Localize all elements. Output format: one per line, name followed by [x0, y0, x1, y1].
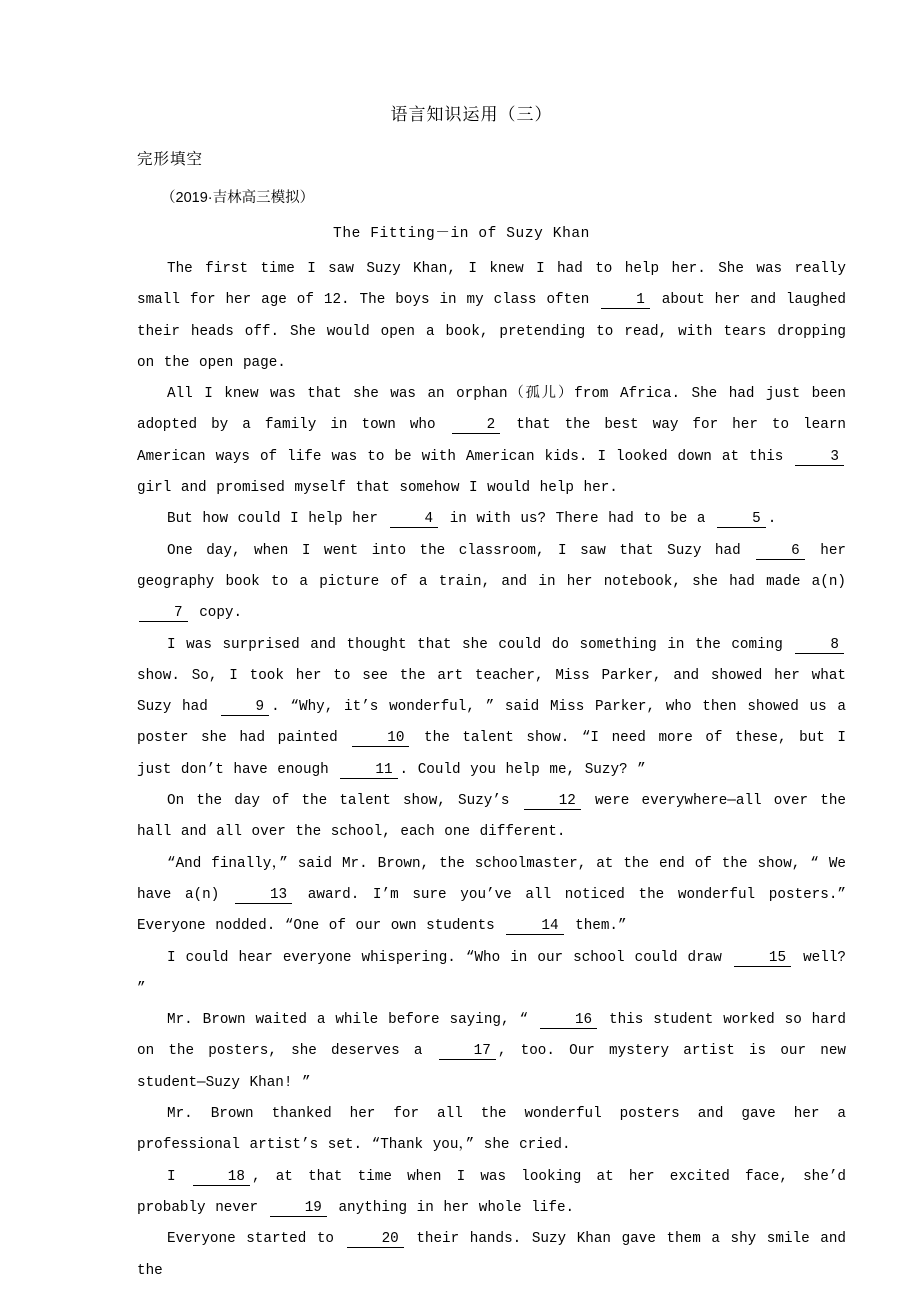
passage-paragraph: [137, 504, 846, 535]
passage-text: her geography book to a picture of a train, and in her notebook, she had made a(n): [137, 542, 846, 590]
passage-text: the talent show. “I need more of these, but I just don’t have enough: [137, 730, 846, 778]
answer-blank-1[interactable]: 1: [601, 292, 650, 309]
section-heading: 完形填空: [137, 151, 204, 168]
passage-text: that the best way for her to learn American ways of life was to be with American kids. I looked down at this: [137, 417, 846, 465]
page-title: 语言知识运用（三）: [390, 105, 553, 124]
passage-text: I could hear everyone whispering. “Who in our school could draw: [167, 949, 732, 966]
answer-blank-12[interactable]: 12: [524, 793, 581, 810]
passage-paragraph: [137, 849, 846, 943]
passage-text: well? ”: [137, 949, 846, 997]
passage-paragraph: [137, 630, 846, 786]
passage-text: All I knew was that she was an orphan（孤儿）from Africa. She had just been adopted by a family in town who: [137, 386, 846, 434]
passage-title: The Fitting－in of Suzy Khan: [333, 226, 590, 242]
passage-text: The first time I saw Suzy Khan, I knew I had to help her. She was really small for her age of 12. The boys in my class often: [137, 261, 846, 309]
answer-blank-3[interactable]: 3: [795, 449, 844, 466]
answer-blank-8[interactable]: 8: [795, 637, 844, 654]
passage-text: I: [167, 1168, 191, 1185]
passage-text: this student worked so hard on the posters, she deserves a: [137, 1012, 846, 1060]
answer-blank-13[interactable]: 13: [235, 887, 292, 904]
passage-paragraph: [137, 786, 846, 849]
passage-text: about her and laughed their heads off. She would open a book, pretending to read, with tears dropping on the open page.: [137, 292, 846, 371]
passage-paragraph: [137, 536, 846, 630]
answer-blank-2[interactable]: 2: [452, 417, 501, 434]
answer-blank-14[interactable]: 14: [506, 918, 563, 935]
passage-text: .: [767, 511, 777, 528]
passage-text: On the day of the talent show, Suzy’s: [167, 793, 522, 810]
passage-text: . “Why, it’s wonderful, ” said Miss Parker, who then showed us a poster she had painted: [137, 699, 846, 747]
exam-source: （2019·吉林高三模拟）: [161, 190, 315, 206]
passage-text: I was surprised and thought that she could do something in the coming: [167, 636, 794, 653]
passage-paragraph: [137, 254, 846, 379]
answer-blank-7[interactable]: 7: [139, 605, 188, 622]
answer-blank-10[interactable]: 10: [352, 730, 409, 747]
answer-blank-15[interactable]: 15: [734, 950, 791, 967]
passage-text: , at that time when I was looking at her excited face, she’d probably never: [137, 1168, 846, 1216]
answer-blank-19[interactable]: 19: [270, 1200, 327, 1217]
passage-text: in with us? There had to be a: [440, 511, 716, 528]
answer-blank-4[interactable]: 4: [390, 511, 439, 528]
answer-blank-9[interactable]: 9: [221, 699, 270, 716]
passage-text: their hands. Suzy Khan gave them a shy smile and the: [137, 1231, 846, 1279]
passage-paragraph: [137, 1162, 846, 1225]
passage-text: girl and promised myself that somehow I would help her.: [137, 480, 618, 497]
answer-blank-11[interactable]: 11: [340, 762, 397, 779]
answer-blank-16[interactable]: 16: [540, 1012, 597, 1029]
answer-blank-20[interactable]: 20: [347, 1231, 404, 1248]
answer-blank-6[interactable]: 6: [756, 543, 805, 560]
passage-paragraph: [137, 1224, 846, 1287]
answer-blank-17[interactable]: 17: [439, 1043, 496, 1060]
passage-paragraph: [137, 379, 846, 504]
passage-text: Everyone started to: [167, 1231, 345, 1248]
passage-text: “And finally，” said Mr. Brown, the schoolmaster, at the end of the show, “ We have a(n): [137, 855, 846, 903]
passage-text: were everywhere—all over the hall and all over the school, each one different.: [137, 793, 846, 841]
passage-paragraph: [137, 1099, 846, 1162]
passage-paragraph: [137, 943, 846, 1006]
passage-text: Mr. Brown thanked her for all the wonderful posters and gave her a professional artist’s set. “Thank you，” she cried.: [137, 1106, 846, 1154]
answer-blank-18[interactable]: 18: [193, 1169, 250, 1186]
passage-text: show. So, I took her to see the art teacher, Miss Parker, and showed her what Suzy had: [137, 667, 846, 716]
passage-text: copy.: [189, 605, 243, 622]
passage-text: anything in her whole life.: [328, 1199, 575, 1216]
answer-blank-5[interactable]: 5: [717, 511, 766, 528]
passage-text: award. I’m sure you’ve all noticed the wonderful posters.” Everyone nodded. “One of our own students: [137, 886, 846, 935]
passage-text: But how could I help her: [167, 511, 388, 528]
passage-paragraph: [137, 1005, 846, 1099]
passage-text: . Could you help me, Suzy? ”: [399, 761, 646, 778]
passage-text: Mr. Brown waited a while before saying, “: [167, 1012, 538, 1029]
passage-body: [137, 254, 846, 1287]
passage-text: them.”: [565, 918, 627, 935]
passage-text: One day, when I went into the classroom, I saw that Suzy had: [167, 542, 755, 559]
passage-text: , too. Our mystery artist is our new student—Suzy Khan! ”: [137, 1043, 846, 1091]
